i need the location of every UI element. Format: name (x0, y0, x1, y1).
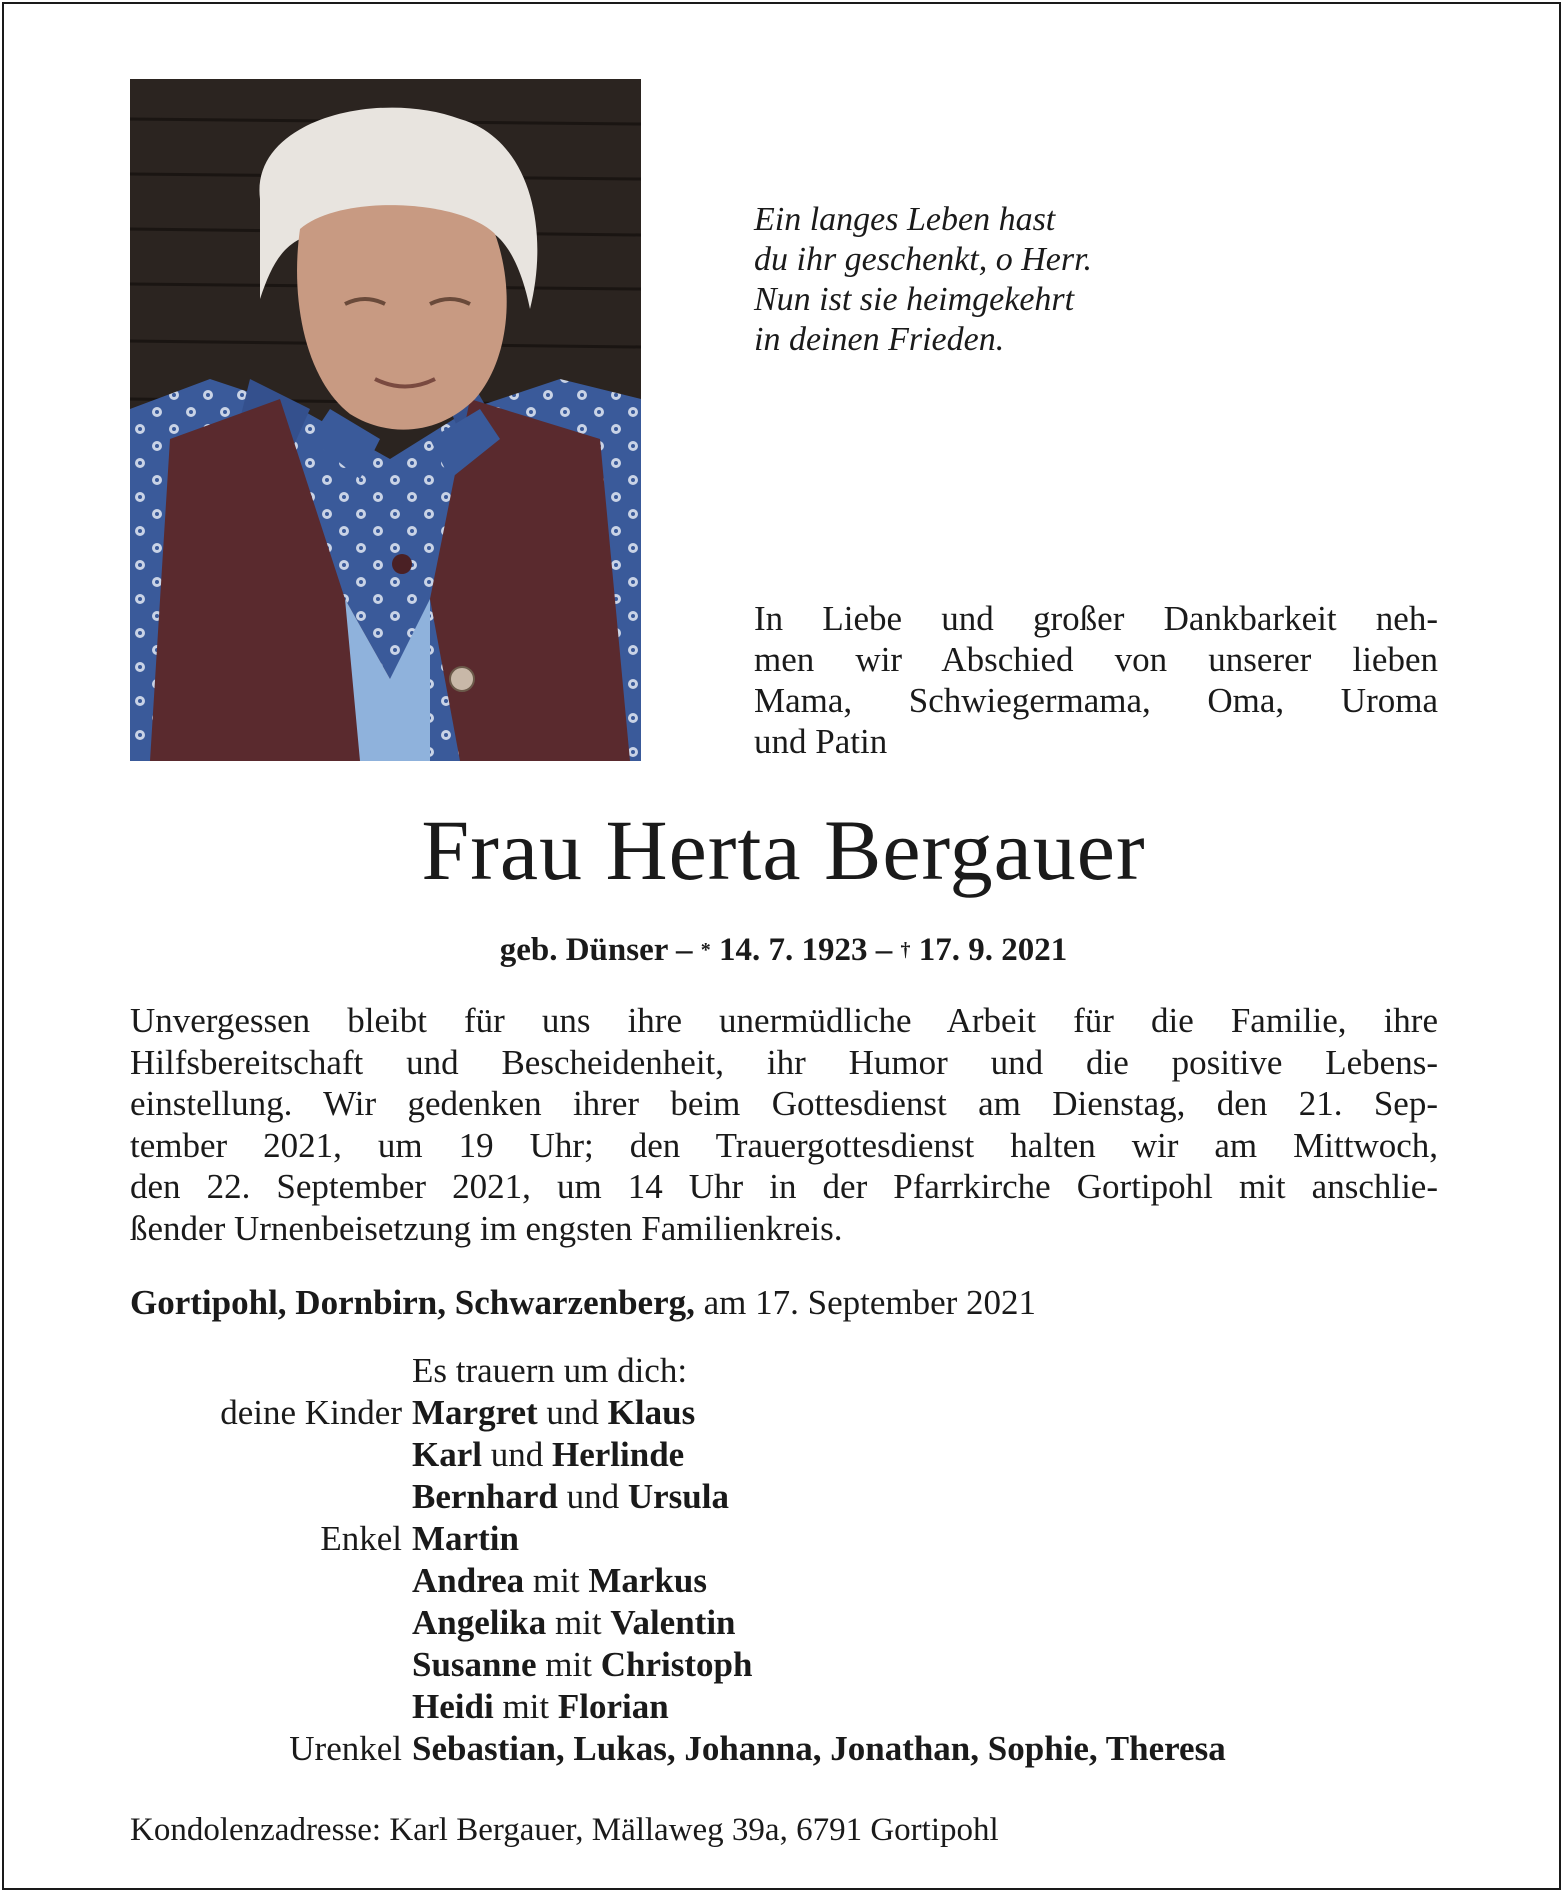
body-line: einstellung. Wir gedenken ihrer beim Gottesdienst am Dienstag, den 21. Sep- (130, 1084, 1438, 1123)
grandchildren-label: Enkel (320, 1519, 402, 1558)
children-label: deine Kinder (220, 1393, 402, 1432)
place-towns: Gortipohl, Dornbirn, Schwarzenberg, (130, 1283, 695, 1322)
body-line: den 22. September 2021, um 14 Uhr in der Pfarrkirche Gortipohl mit anschlie- (130, 1167, 1438, 1206)
body-line: ßender Urnenbeisetzung im engsten Familienkreis. (130, 1208, 843, 1248)
motto-verse (754, 200, 1454, 360)
life-dates: geb. Dünser – * 14. 7. 1923 – † 17. 9. 2021 (499, 932, 1068, 968)
death-date: 17. 9. 2021 (918, 932, 1068, 968)
maiden-name: geb. Dünser (499, 932, 668, 968)
mourner-couple: Susanne mit Christoph (412, 1645, 753, 1684)
mourner-couple: Karl und Herlinde (412, 1435, 685, 1474)
motto-line: Ein langes Leben hast (754, 201, 1056, 238)
mourners-list (130, 1350, 1460, 1770)
obituary-text (130, 1000, 1438, 1249)
birth-date: 14. 7. 1923 (719, 932, 868, 968)
great-grandchildren-label: Urenkel (289, 1729, 402, 1768)
intro-line: In Liebe und großer Dankbarkeit neh- (754, 599, 1438, 638)
great-grandchildren-names: Sebastian, Lukas, Johanna, Jonathan, Sophie, Theresa (412, 1729, 1226, 1768)
intro-line: men wir Abschied von unserer lieben (754, 640, 1438, 679)
mourner-couple: Bernhard und Ursula (412, 1477, 729, 1516)
mourner-couple: Margret und Klaus (412, 1393, 696, 1432)
intro-line: Mama, Schwiegermama, Oma, Uroma (754, 681, 1438, 720)
mourner-single: Martin (412, 1519, 519, 1558)
place-date-line (130, 1282, 1438, 1324)
birth-symbol: * (700, 939, 711, 961)
body-line: tember 2021, um 19 Uhr; den Trauergottesdienst halten wir am Mittwoch, (130, 1125, 1438, 1165)
motto-line: du ihr geschenkt, o Herr. (754, 241, 1093, 278)
mourners-heading: Es trauern um dich: (412, 1351, 688, 1390)
deceased-name: Frau Herta Bergauer (421, 802, 1146, 898)
intro-line: und Patin (754, 722, 888, 761)
motto-line: in deinen Frieden. (754, 321, 1005, 358)
condolence-address: Kondolenzadresse: Karl Bergauer, Mällaweg 39a, 6791 Gortipohl (130, 1812, 999, 1848)
death-symbol: † (900, 939, 911, 961)
portrait-photo (130, 79, 641, 761)
motto-line: Nun ist sie heimgekehrt (754, 281, 1075, 318)
body-line: Unvergessen bleibt für uns ihre unermüdliche Arbeit für die Familie, ihre (130, 1001, 1438, 1040)
mourner-couple: Andrea mit Markus (412, 1561, 707, 1600)
place-date: am 17. September 2021 (703, 1283, 1037, 1322)
mourner-couple: Angelika mit Valentin (412, 1603, 736, 1642)
intro-text (754, 598, 1438, 762)
body-line: Hilfsbereitschaft und Bescheidenheit, ihr Humor und die positive Lebens- (130, 1042, 1438, 1082)
mourner-couple: Heidi mit Florian (412, 1687, 669, 1726)
